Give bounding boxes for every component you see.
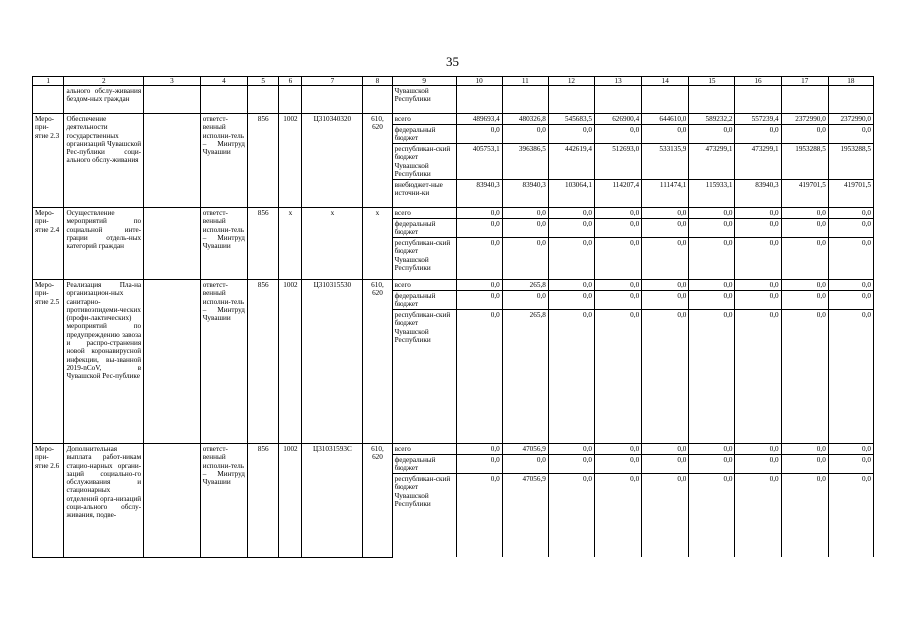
column-header: 3 — [144, 77, 201, 86]
target-article-code: Ц310315530 — [302, 280, 363, 444]
amount-cell: 0,0 — [828, 280, 873, 291]
amount-cell: 47056,9 — [502, 444, 548, 455]
amount-cell: 0,0 — [502, 238, 548, 280]
amount-cell: 47056,9 — [502, 474, 548, 558]
participant-cell — [144, 114, 201, 208]
amount-cell: 0,0 — [594, 444, 641, 455]
amount-cell: 103064,1 — [548, 180, 594, 208]
amount-cell: 0,0 — [456, 238, 502, 280]
amount-cell: 0,0 — [502, 125, 548, 144]
amount-cell: 1953288,5 — [781, 144, 828, 180]
amount-cell: 0,0 — [735, 310, 781, 444]
grbs-code: 856 — [247, 280, 278, 444]
amount-cell: 0,0 — [594, 310, 641, 444]
amount-cell: 0,0 — [735, 444, 781, 455]
table-row — [33, 444, 874, 455]
amount-cell: 0,0 — [828, 474, 873, 558]
amount-cell: 0,0 — [642, 280, 689, 291]
amount-cell: 0,0 — [828, 125, 873, 144]
amount-cell: 83940,3 — [735, 180, 781, 208]
amount-cell: 0,0 — [456, 280, 502, 291]
grbs-code: 856 — [247, 208, 278, 280]
amount-cell: 0,0 — [781, 219, 828, 238]
amount-cell: 0,0 — [828, 219, 873, 238]
amount-cell: 1953288,5 — [828, 144, 873, 180]
executor: ответст-венный исполни-тель – Минтруд Чувашии — [200, 444, 247, 558]
executor: ответст-венный исполни-тель – Минтруд Чувашии — [200, 114, 247, 208]
amount-cell: 0,0 — [689, 444, 735, 455]
amount-cell: 0,0 — [548, 444, 594, 455]
amount-cell: 0,0 — [502, 208, 548, 219]
amount-cell: 0,0 — [548, 208, 594, 219]
amount-cell: 0,0 — [642, 455, 689, 474]
amount-cell: 0,0 — [828, 208, 873, 219]
amount-cell: 0,0 — [735, 125, 781, 144]
amount-cell: 626900,4 — [594, 114, 641, 125]
amount-cell: 0,0 — [548, 219, 594, 238]
amount-cell: 0,0 — [642, 219, 689, 238]
column-header: 7 — [302, 77, 363, 86]
amount-cell: 83940,3 — [502, 180, 548, 208]
amount-cell: 0,0 — [642, 474, 689, 558]
amount-cell: 0,0 — [594, 219, 641, 238]
executor: ответст-венный исполни-тель – Минтруд Чувашии — [200, 208, 247, 280]
amount-cell: 512693,0 — [594, 144, 641, 180]
amount-cell: 0,0 — [828, 444, 873, 455]
funding-source: республикан-ский бюджет Чувашской Республики — [392, 238, 456, 280]
column-header: 4 — [200, 77, 247, 86]
amount-cell: 114207,4 — [594, 180, 641, 208]
amount-cell: 0,0 — [548, 310, 594, 444]
amount-cell: 0,0 — [735, 474, 781, 558]
amount-cell: 0,0 — [781, 125, 828, 144]
funding-source: федеральный бюджет — [392, 455, 456, 474]
event-id: Меро-при-ятие 2.4 — [33, 208, 64, 280]
funding-table — [32, 76, 874, 558]
event-name: Обеспечение деятельности государственных организаций Чувашской Рес-публики соци-ального обслу-живания — [64, 114, 144, 208]
amount-cell: 545683,5 — [548, 114, 594, 125]
expense-type-code: 610, 620 — [363, 444, 392, 558]
amount-cell: 0,0 — [502, 219, 548, 238]
amount-cell: 0,0 — [689, 474, 735, 558]
amount-cell: 265,8 — [502, 310, 548, 444]
amount-cell: 480326,8 — [502, 114, 548, 125]
amount-cell: 0,0 — [828, 238, 873, 280]
amount-cell: 0,0 — [548, 474, 594, 558]
target-article-code: Ц31031593С — [302, 444, 363, 558]
column-header: 10 — [456, 77, 502, 86]
amount-cell: 0,0 — [689, 219, 735, 238]
expense-type-code: 610, 620 — [363, 280, 392, 444]
column-header: 14 — [642, 77, 689, 86]
amount-cell: 0,0 — [594, 238, 641, 280]
amount-cell: 2372990,0 — [781, 114, 828, 125]
target-article-code: x — [302, 208, 363, 280]
participant-cell — [144, 208, 201, 280]
amount-cell: 0,0 — [689, 310, 735, 444]
column-header: 2 — [64, 77, 144, 86]
funding-source: всего — [392, 114, 456, 125]
amount-cell: 0,0 — [689, 125, 735, 144]
amount-cell: 111474,1 — [642, 180, 689, 208]
amount-cell: 489693,4 — [456, 114, 502, 125]
amount-cell: 396386,5 — [502, 144, 548, 180]
funding-source: внебюджет-ные источни-ки — [392, 180, 456, 208]
amount-cell: 0,0 — [594, 291, 641, 310]
amount-cell: 0,0 — [642, 125, 689, 144]
funding-source: всего — [392, 280, 456, 291]
column-header: 13 — [594, 77, 641, 86]
amount-cell: 0,0 — [548, 238, 594, 280]
amount-cell: 0,0 — [548, 291, 594, 310]
amount-cell: 83940,3 — [456, 180, 502, 208]
participant-cell — [144, 444, 201, 558]
amount-cell: 115933,1 — [689, 180, 735, 208]
amount-cell: 0,0 — [781, 444, 828, 455]
amount-cell: 0,0 — [548, 455, 594, 474]
amount-cell: 0,0 — [594, 280, 641, 291]
amount-cell: 0,0 — [456, 208, 502, 219]
amount-cell: 0,0 — [642, 291, 689, 310]
amount-cell: 0,0 — [781, 208, 828, 219]
funding-source: федеральный бюджет — [392, 291, 456, 310]
amount-cell: 405753,1 — [456, 144, 502, 180]
column-header: 12 — [548, 77, 594, 86]
amount-cell: 0,0 — [594, 208, 641, 219]
amount-cell: 0,0 — [689, 208, 735, 219]
amount-cell: 557239,4 — [735, 114, 781, 125]
event-id: Меро-при-ятие 2.5 — [33, 280, 64, 444]
amount-cell: 442619,4 — [548, 144, 594, 180]
column-header: 17 — [781, 77, 828, 86]
amount-cell: 0,0 — [642, 310, 689, 444]
amount-cell: 0,0 — [689, 291, 735, 310]
expense-type-code: 610, 620 — [363, 114, 392, 208]
amount-cell: 2372990,0 — [828, 114, 873, 125]
amount-cell: 0,0 — [689, 280, 735, 291]
amount-cell: 0,0 — [781, 238, 828, 280]
funding-source: республикан-ский бюджет Чувашской Республики — [392, 310, 456, 444]
column-header: 9 — [392, 77, 456, 86]
amount-cell: 419701,5 — [828, 180, 873, 208]
amount-cell: 473299,1 — [689, 144, 735, 180]
column-number-row — [33, 77, 874, 86]
grbs-code: 856 — [247, 444, 278, 558]
amount-cell: 0,0 — [781, 280, 828, 291]
column-header: 1 — [33, 77, 64, 86]
amount-cell: 0,0 — [642, 238, 689, 280]
column-header: 6 — [279, 77, 302, 86]
funding-source: всего — [392, 208, 456, 219]
target-article-code: Ц310340320 — [302, 114, 363, 208]
amount-cell: 644610,0 — [642, 114, 689, 125]
event-name: Реализация Пла-на организацион-ных санитарно-противоэпидеми-ческих (профи-лактических) мероприятий по предупреждению завоза и распро-странения новой коронавирусной инфекции, вы-званной 2019-nCoV, в Чувашской Рес-публике — [64, 280, 144, 444]
amount-cell: 0,0 — [828, 310, 873, 444]
column-header: 15 — [689, 77, 735, 86]
amount-cell: 0,0 — [781, 291, 828, 310]
continuation-row — [33, 86, 874, 114]
amount-cell: 0,0 — [502, 291, 548, 310]
column-header: 8 — [363, 77, 392, 86]
table-row — [33, 208, 874, 219]
column-header: 11 — [502, 77, 548, 86]
event-id: Меро-при-ятие 2.3 — [33, 114, 64, 208]
section-code: x — [279, 208, 302, 280]
column-header: 16 — [735, 77, 781, 86]
amount-cell: 533135,9 — [642, 144, 689, 180]
amount-cell: 0,0 — [456, 455, 502, 474]
grbs-code: 856 — [247, 114, 278, 208]
table-row — [33, 114, 874, 125]
amount-cell: 265,8 — [502, 280, 548, 291]
amount-cell: 0,0 — [594, 125, 641, 144]
executor: ответст-венный исполни-тель – Минтруд Чувашии — [200, 280, 247, 444]
amount-cell: 0,0 — [456, 291, 502, 310]
amount-cell: 0,0 — [594, 474, 641, 558]
funding-source: всего — [392, 444, 456, 455]
amount-cell: 419701,5 — [781, 180, 828, 208]
amount-cell: 0,0 — [735, 238, 781, 280]
funding-source: республикан-ский бюджет Чувашской Республики — [392, 144, 456, 180]
amount-cell: 0,0 — [456, 474, 502, 558]
amount-cell: 473299,1 — [735, 144, 781, 180]
section-code: 1002 — [279, 444, 302, 558]
funding-source: республикан-ский бюджет Чувашской Республики — [392, 474, 456, 558]
expense-type-code: x — [363, 208, 392, 280]
amount-cell: 0,0 — [456, 125, 502, 144]
amount-cell: 0,0 — [828, 291, 873, 310]
amount-cell: 0,0 — [735, 455, 781, 474]
amount-cell: 0,0 — [456, 444, 502, 455]
amount-cell: 0,0 — [781, 474, 828, 558]
amount-cell: 0,0 — [781, 310, 828, 444]
event-name: ального обслу-живания бездом-ных граждан — [64, 86, 144, 114]
amount-cell: 0,0 — [548, 280, 594, 291]
participant-cell — [144, 280, 201, 444]
amount-cell: 0,0 — [502, 455, 548, 474]
amount-cell: 0,0 — [735, 219, 781, 238]
amount-cell: 0,0 — [735, 291, 781, 310]
amount-cell: 0,0 — [689, 455, 735, 474]
amount-cell: 0,0 — [642, 444, 689, 455]
amount-cell: 0,0 — [456, 219, 502, 238]
funding-source: федеральный бюджет — [392, 125, 456, 144]
column-header: 5 — [247, 77, 278, 86]
event-name: Осуществление мероприятий по социальной инте-грации отдель-ных категорий граждан — [64, 208, 144, 280]
funding-source: федеральный бюджет — [392, 219, 456, 238]
table-row — [33, 280, 874, 291]
amount-cell: 0,0 — [735, 208, 781, 219]
event-id: Меро-при-ятие 2.6 — [33, 444, 64, 558]
amount-cell: 0,0 — [828, 455, 873, 474]
amount-cell: 0,0 — [594, 455, 641, 474]
page-number: 35 — [446, 54, 459, 69]
column-header: 18 — [828, 77, 873, 86]
amount-cell: 589232,2 — [689, 114, 735, 125]
funding-source: Чувашской Республики — [392, 86, 456, 114]
amount-cell: 0,0 — [735, 280, 781, 291]
amount-cell: 0,0 — [642, 208, 689, 219]
amount-cell: 0,0 — [781, 455, 828, 474]
amount-cell: 0,0 — [548, 125, 594, 144]
amount-cell: 0,0 — [456, 310, 502, 444]
amount-cell: 0,0 — [689, 238, 735, 280]
event-name: Дополнительная выплата работ-никам стацио-нарных органи-заций социально-го обслуживания и стационарных отделений орга-низаций соци-ального обслу-живания, подве- — [64, 444, 144, 558]
section-code: 1002 — [279, 114, 302, 208]
section-code: 1002 — [279, 280, 302, 444]
